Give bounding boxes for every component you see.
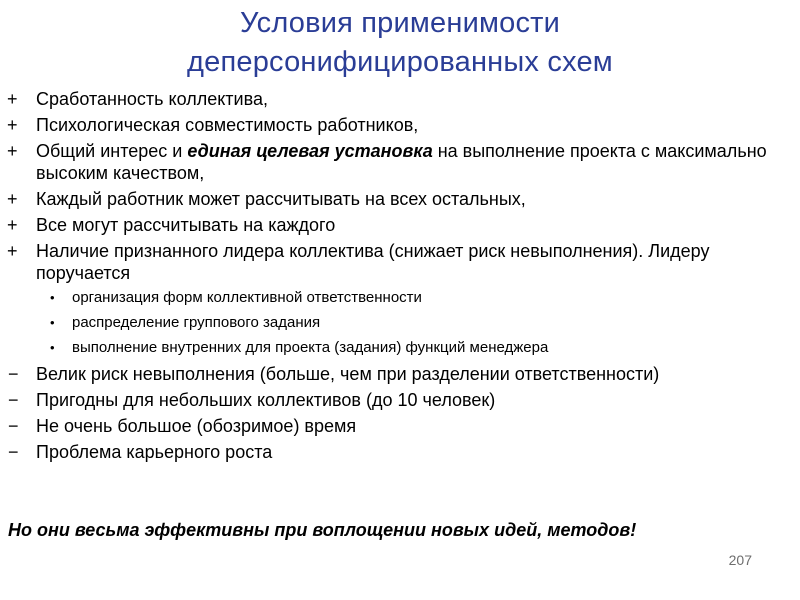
list-item bbox=[0, 214, 800, 236]
plus-marker: + bbox=[7, 141, 18, 161]
list-item-text: Все могут рассчитывать на каждого bbox=[36, 215, 336, 235]
minus-marker: − bbox=[8, 416, 19, 436]
plus-marker: + bbox=[7, 115, 18, 135]
plus-marker: + bbox=[7, 89, 18, 109]
sub-list-item-text: выполнение внутренних для проекта (задания) функций менеджера bbox=[72, 339, 549, 356]
bullet-marker: • bbox=[50, 290, 55, 305]
conclusion-text: Но они весьма эффективны при воплощении новых идей, методов! bbox=[8, 520, 637, 540]
minus-marker: − bbox=[8, 390, 19, 410]
slide-title bbox=[0, 4, 800, 82]
list-item bbox=[0, 415, 800, 437]
minus-marker: − bbox=[8, 364, 19, 384]
list-item-text-before: Общий интерес и bbox=[36, 141, 188, 161]
list-item-emphasis: единая целевая установка bbox=[187, 141, 433, 161]
bullet-marker: • bbox=[50, 340, 55, 355]
bullet-marker: • bbox=[50, 315, 55, 330]
list-item-text: Сработанность коллектива, bbox=[36, 89, 268, 109]
list-item-text-after: на выполнение проекта с максимально высоким качеством, bbox=[36, 141, 767, 183]
list-item bbox=[0, 389, 800, 411]
list-item-text: Велик риск невыполнения (больше, чем при разделении ответственности) bbox=[36, 364, 660, 384]
list-item-text: Каждый работник может рассчитывать на всех остальных, bbox=[36, 189, 526, 209]
sub-list-item bbox=[0, 313, 800, 332]
plus-marker: + bbox=[7, 189, 18, 209]
title-line-1: Условия применимости bbox=[239, 7, 561, 39]
conditions-list bbox=[0, 88, 800, 467]
list-item bbox=[0, 363, 800, 385]
title-line-2: деперсонифицированных схем bbox=[187, 46, 613, 78]
sub-list-item-text: распределение группового задания bbox=[72, 314, 321, 331]
list-item-text: Наличие признанного лидера коллектива (снижает риск невыполнения). Лидеру поручается bbox=[36, 241, 710, 283]
list-item-text: Не очень большое (обозримое) время bbox=[36, 416, 357, 436]
sub-list-item bbox=[0, 338, 800, 357]
plus-marker: + bbox=[7, 241, 18, 261]
page-number: 207 bbox=[728, 552, 752, 568]
sub-list-item bbox=[0, 288, 800, 307]
list-item bbox=[0, 114, 800, 136]
sub-list-item-text: организация форм коллективной ответственности bbox=[72, 289, 422, 306]
list-item-text: Пригодны для небольших коллективов (до 10 человек) bbox=[36, 390, 496, 410]
minus-marker: − bbox=[8, 442, 19, 462]
list-item bbox=[0, 240, 800, 284]
list-item bbox=[0, 88, 800, 110]
plus-marker: + bbox=[7, 215, 18, 235]
list-item bbox=[0, 140, 800, 184]
list-item-text: Проблема карьерного роста bbox=[36, 442, 273, 462]
list-item bbox=[0, 441, 800, 463]
list-item-text: Психологическая совместимость работников, bbox=[36, 115, 419, 135]
list-item bbox=[0, 188, 800, 210]
